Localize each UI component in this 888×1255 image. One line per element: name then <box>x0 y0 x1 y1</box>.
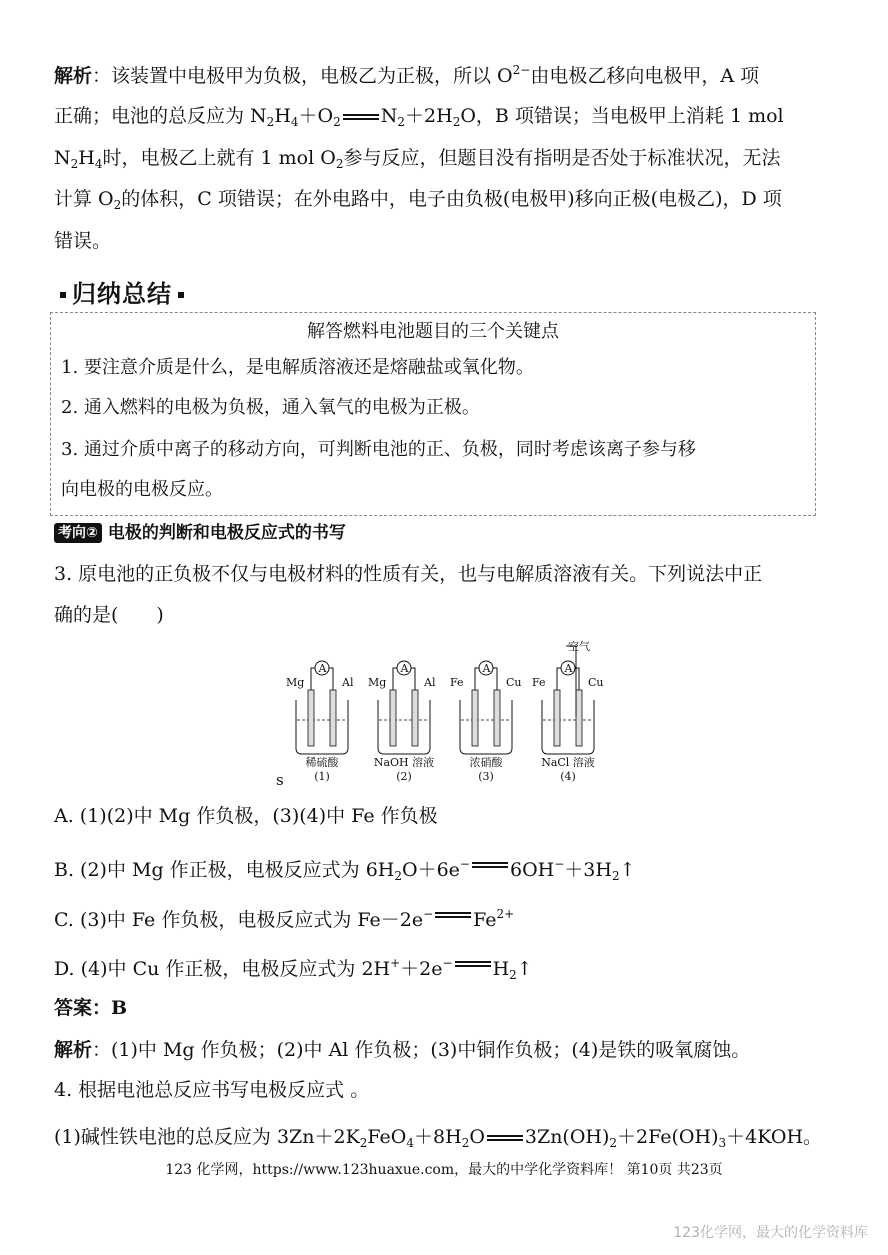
left-electrode-label: Fe <box>450 676 464 689</box>
left-electrode-label: Fe <box>532 676 546 689</box>
topic-title: 电极的判断和电极反应式的书写 <box>107 523 346 543</box>
equals-sign-icon <box>433 901 473 927</box>
summary-box <box>50 312 816 516</box>
option-d: D. (4)中 Cu 作正极，电极反应式为 2H+＋2e− $H_2↑$ <box>54 950 533 988</box>
right-electrode <box>412 690 418 746</box>
cell-number: (4) <box>560 770 576 783</box>
bullet-square-icon <box>60 292 66 298</box>
q4-part-1: (1)碱性铁电池的总反应为 $3Zn+2K_2FeO_4+8H_2O$ $3Zn(OH)_2+2Fe(OH)_3+4KOH$。 <box>54 1126 823 1150</box>
cell-number: (2) <box>396 770 412 783</box>
ammeter-label: A <box>318 662 327 675</box>
beaker <box>296 700 348 754</box>
beaker <box>542 700 594 754</box>
topic-line <box>54 519 346 546</box>
summary-item-2: 2. 通入燃料的电极为负极，通入氧气的电极为正极。 <box>61 397 480 418</box>
wire <box>311 668 316 690</box>
left-electrode-label: Mg <box>286 676 305 689</box>
cell-number: (1) <box>314 770 330 783</box>
left-electrode <box>472 690 478 746</box>
solution-label: NaCl 溶液 <box>541 756 595 769</box>
galvanic-cells-figure <box>276 638 616 788</box>
option-c: C. (3)中 Fe 作负极，电极反应式为 Fe－2e− $Fe^{2+}$ <box>54 901 514 933</box>
analysis-label: 解析 <box>54 65 93 87</box>
topic-tag: 考向② <box>54 523 102 543</box>
air-inlet-pipe <box>566 646 576 716</box>
summary-box-title: 解答燃料电池题目的三个关键点 <box>307 321 559 342</box>
right-electrode-label: Al <box>342 676 354 689</box>
watermark: 123化学网，最大的化学资料库 <box>673 1225 868 1241</box>
right-electrode-label: Cu <box>588 676 604 689</box>
ammeter-label: A <box>482 662 491 675</box>
right-electrode-label: Al <box>424 676 436 689</box>
bullet-square-icon <box>178 292 184 298</box>
s-mark: s <box>276 771 284 789</box>
wire <box>492 668 497 690</box>
summary-item-3b: 向电极的电极反应。 <box>61 479 223 500</box>
analysis2-line: 解析：(1)中 Mg 作负极；(2)中 Al 作负极；(3)中铜作负极；(4)是铁的吸氧腐蚀。 <box>54 1039 751 1061</box>
beaker <box>378 700 430 754</box>
analysis-line-4: 计算 $O_2$的体积，C 项错误；在外电路中，电子由负极(电极甲)移向正极(电极乙)，D 项 <box>54 188 782 212</box>
analysis-line-3: $N_2H_4$时，电极乙上就有 1 mol $O_2$参与反应，但题目没有指明是否处于标准状况，无法 <box>54 147 781 171</box>
option-b: B. (2)中 Mg 作正极，电极反应式为 $6H_2O+6e^-$ $6OH^-+3H_2↑$ <box>54 851 636 889</box>
left-electrode <box>390 690 396 746</box>
analysis-line-1: 解析：该装置中电极甲为负极，电极乙为正极，所以 $O^{2-}$由电极乙移向电极甲，A 项 <box>54 63 760 87</box>
wire <box>328 668 333 690</box>
right-electrode-label: Cu <box>506 676 522 689</box>
solution-label: 稀硫酸 <box>305 756 339 769</box>
page-footer: 123 化学网，https://www.123huaxue.com，最大的中学化学资料库！ 第10页 共23页 <box>165 1162 723 1178</box>
left-electrode-label: Mg <box>368 676 387 689</box>
left-electrode <box>554 690 560 746</box>
option-a: A. (1)(2)中 Mg 作负极，(3)(4)中 Fe 作负极 <box>54 805 438 827</box>
q4-stem: 4. 根据电池总反应书写电极反应式 。 <box>54 1079 370 1101</box>
answer-value: B <box>111 997 128 1019</box>
beaker <box>460 700 512 754</box>
right-electrode <box>494 690 500 746</box>
equals-sign-icon <box>470 851 510 877</box>
cell-number: (3) <box>478 770 494 783</box>
answer-line: 答案：B <box>54 997 128 1019</box>
wire <box>410 668 415 690</box>
analysis-line-5: 错误。 <box>54 230 112 252</box>
wire <box>475 668 480 690</box>
q3-stem-1: 3. 原电池的正负极不仅与电极材料的性质有关，也与电解质溶液有关。下列说法中正 <box>54 563 763 585</box>
solution-label: NaOH 溶液 <box>373 756 435 769</box>
air-label: 空气 <box>568 640 590 653</box>
equals-sign-icon <box>341 103 381 129</box>
summary-item-3a: 3. 通过介质中离子的移动方向，可判断电池的正、负极，同时考虑该离子参与移 <box>61 439 696 460</box>
right-electrode <box>330 690 336 746</box>
wire <box>557 668 562 690</box>
left-electrode <box>308 690 314 746</box>
equals-sign-icon <box>485 1124 525 1150</box>
ammeter-label: A <box>400 662 409 675</box>
equals-sign-icon <box>453 950 493 976</box>
wire <box>393 668 398 690</box>
solution-label: 浓硝酸 <box>469 756 503 769</box>
q3-stem-2: 确的是( ) <box>54 604 164 626</box>
analysis-line-2: 正确；电池的总反应为 $N_2H_4+O_2$ $N_2+2H_2O$，B 项错误；当电极甲上消耗 1 mol <box>54 105 784 129</box>
ammeter-label: A <box>564 662 573 675</box>
summary-item-1: 1. 要注意介质是什么，是电解质溶液还是熔融盐或氧化物。 <box>61 357 534 378</box>
summary-heading: 归纳总结 <box>54 274 190 309</box>
right-electrode <box>576 690 582 746</box>
